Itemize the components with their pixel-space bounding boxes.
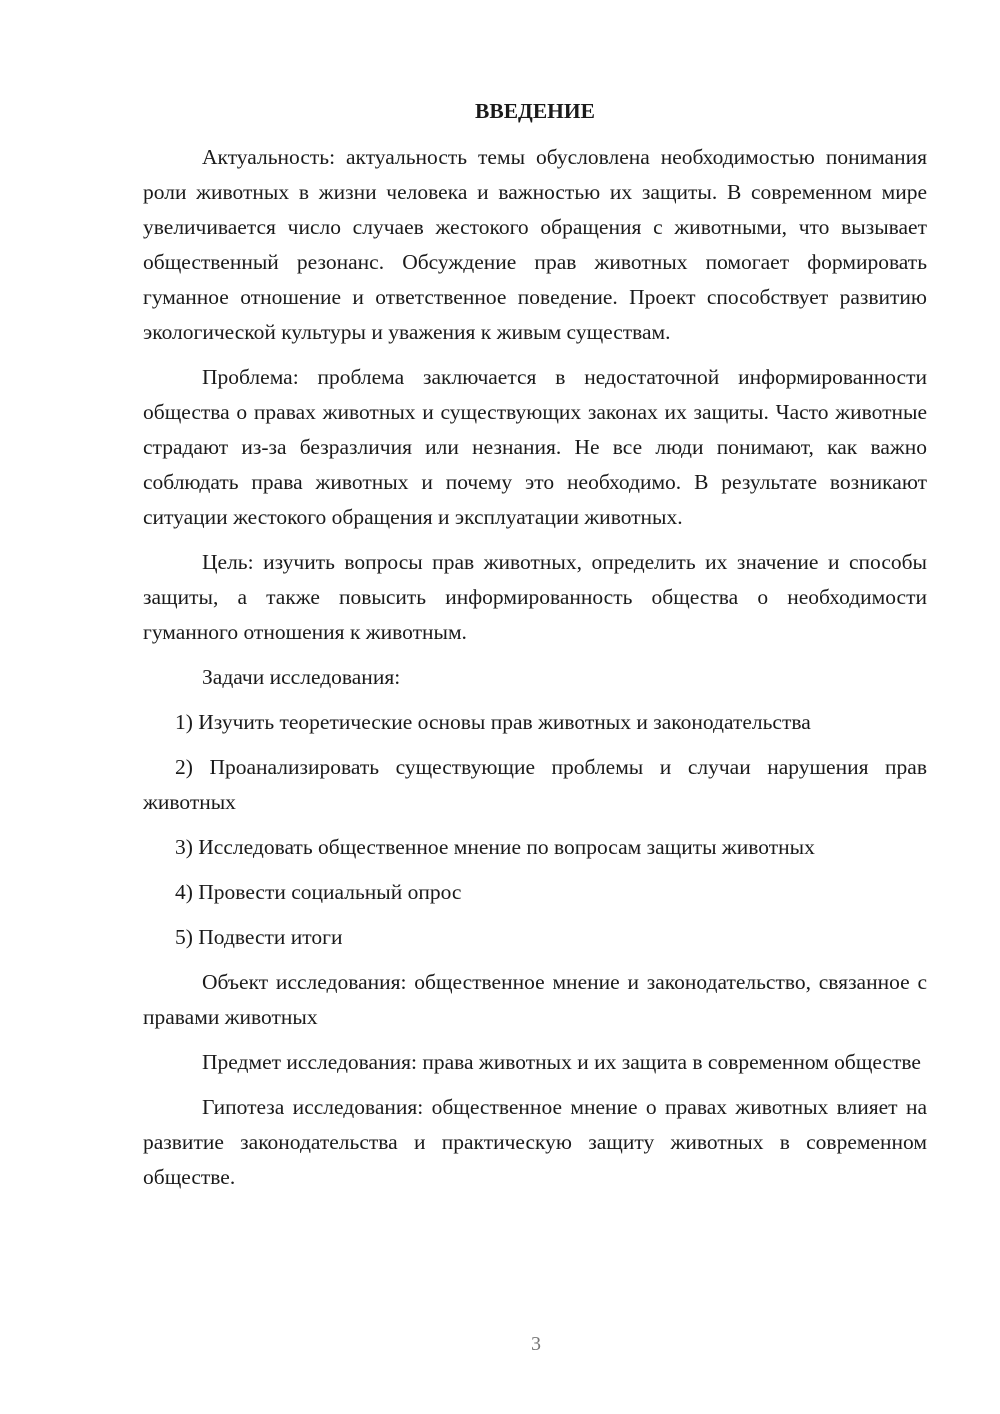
task-item: 2) Проанализировать существующие проблемы и случаи нарушения прав животных xyxy=(143,755,927,814)
task-item: 5) Подвести итоги xyxy=(175,925,343,949)
subject-paragraph: Предмет исследования: права животных и их защита в современном обществе xyxy=(202,1050,921,1074)
page-number: 3 xyxy=(531,1333,541,1355)
tasks-list xyxy=(143,705,927,955)
page-content xyxy=(143,96,927,1205)
goal-paragraph: Цель: изучить вопросы прав животных, определить их значение и способы защиты, а также повысить информированность общества о необходимости гуманного отношения к животным. xyxy=(143,550,927,644)
object-paragraph: Объект исследования: общественное мнение и законодательство, связанное с правами животных xyxy=(143,970,927,1029)
problem-paragraph: Проблема: проблема заключается в недостаточной информированности общества о правах животных и существующих законах их защиты. Часто животные страдают из-за безразличия или незнания. Не все люди понимают, как важно соблюдать права животных и почему это необходимо. В результате возникают ситуации жестокого обращения и эксплуатации животных. xyxy=(143,365,927,529)
relevance-paragraph: Актуальность: актуальность темы обусловлена необходимостью понимания роли животных в жизни человека и важностью их защиты. В современном мире увеличивается число случаев жестокого обращения с животными, что вызывает общественный резонанс. Обсуждение прав животных помогает формировать гуманное отношение и ответственное поведение. Проект способствует развитию экологической культуры и уважения к живым существам. xyxy=(143,145,927,344)
tasks-label: Задачи исследования: xyxy=(202,665,401,689)
task-item: 1) Изучить теоретические основы прав животных и законодательства xyxy=(175,710,811,734)
page-title: ВВЕДЕНИЕ xyxy=(475,99,595,123)
task-item: 3) Исследовать общественное мнение по вопросам защиты животных xyxy=(175,835,815,859)
task-item: 4) Провести социальный опрос xyxy=(175,880,462,904)
hypothesis-paragraph: Гипотеза исследования: общественное мнение о правах животных влияет на развитие законодательства и практическую защиту животных в современном обществе. xyxy=(143,1095,927,1189)
